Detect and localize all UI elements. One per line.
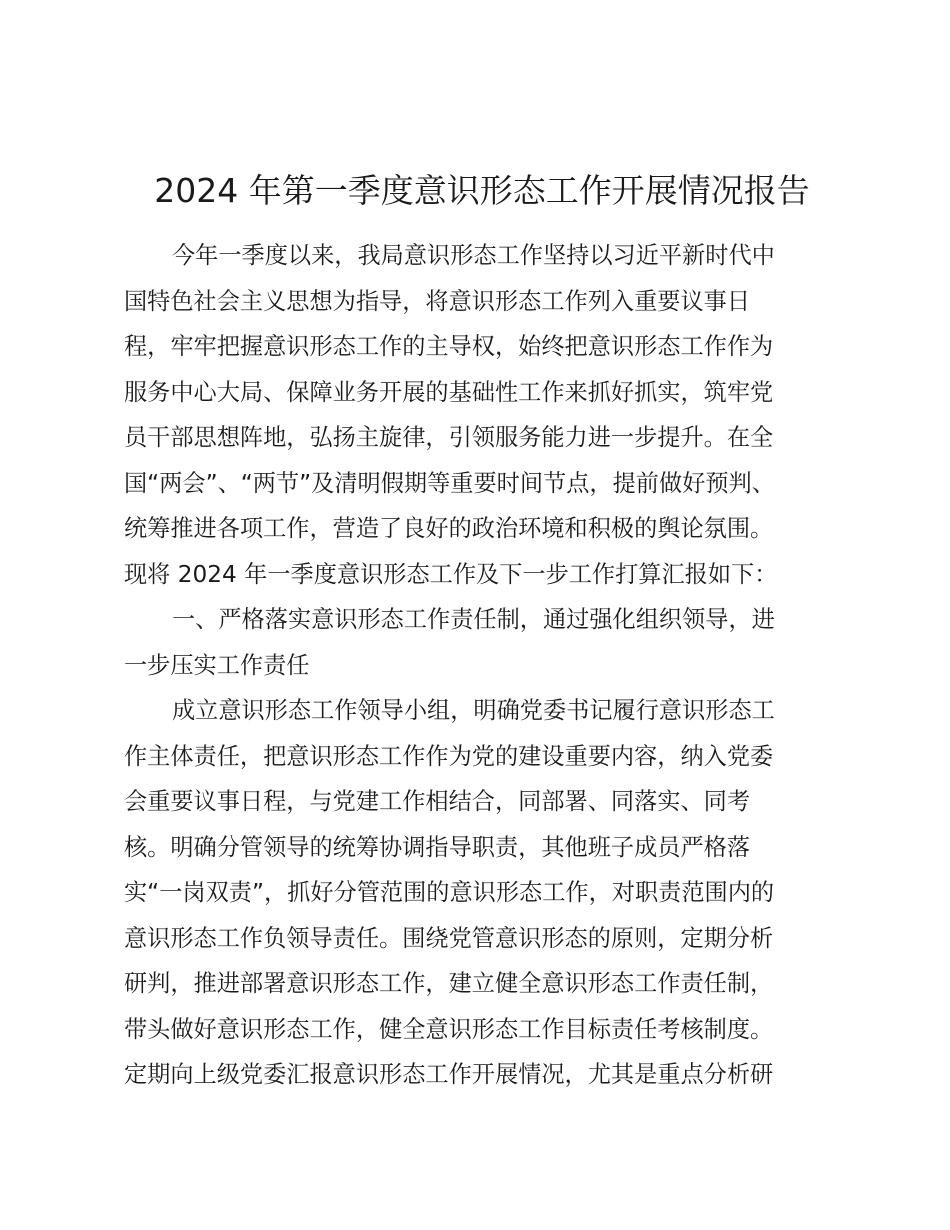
paragraph-line: 带头做好意识形态工作，健全意识形态工作目标责任考核制度。 bbox=[124, 1015, 774, 1043]
paragraph-line: 核。明确分管领导的统筹协调指导职责，其他班子成员严格落 bbox=[124, 833, 751, 861]
paragraph-line: 程，牢牢把握意识形态工作的主导权，始终把意识形态工作作为 bbox=[124, 333, 774, 360]
paragraph-line: 员干部思想阵地，弘扬主旋律，引领服务能力进一步提升。在全 bbox=[124, 424, 774, 451]
section-heading-line: 一步压实工作责任 bbox=[124, 651, 310, 679]
paragraph-line: 会重要议事日程，与党建工作相结合，同部署、同落实、同考 bbox=[124, 788, 751, 815]
paragraph-line: 今年一季度以来，我局意识形态工作坚持以习近平新时代中 bbox=[172, 242, 775, 269]
paragraph-line: 现将 2024 年一季度意识形态工作及下一步工作打算汇报如下： bbox=[124, 560, 778, 588]
paragraph-line: 研判，推进部署意识形态工作，建立健全意识形态工作责任制， bbox=[124, 970, 774, 997]
paragraph-line: 国特色社会主义思想为指导，将意识形态工作列入重要议事日 bbox=[124, 287, 751, 315]
document-title: 2024 年第一季度意识形态工作开展情况报告 bbox=[154, 171, 810, 210]
paragraph-line: 成立意识形态工作领导小组，明确党委书记履行意识形态工 bbox=[172, 697, 775, 724]
paragraph-line: 统筹推进各项工作，营造了良好的政治环境和积极的舆论氛围。 bbox=[124, 515, 774, 542]
paragraph-line: 定期向上级党委汇报意识形态工作开展情况，尤其是重点分析研 bbox=[124, 1061, 774, 1088]
document-body bbox=[124, 233, 824, 1098]
paragraph-line: 实“一岗双责”，抓好分管范围的意识形态工作，对职责范围内的 bbox=[124, 879, 775, 906]
paragraph-line: 服务中心大局、保障业务开展的基础性工作来抓好抓实，筑牢党 bbox=[124, 378, 774, 406]
paragraph-line: 作主体责任，把意识形态工作作为党的建设重要内容，纳入党委 bbox=[124, 742, 774, 770]
section-heading-line: 一、严格落实意识形态工作责任制，通过强化组织领导，进 bbox=[172, 606, 775, 633]
paragraph-line: 意识形态工作负领导责任。围绕党管意识形态的原则，定期分析 bbox=[124, 924, 774, 952]
paragraph-line: 国“两会”、“两节”及清明假期等重要时间节点，提前做好预判、 bbox=[124, 469, 775, 497]
